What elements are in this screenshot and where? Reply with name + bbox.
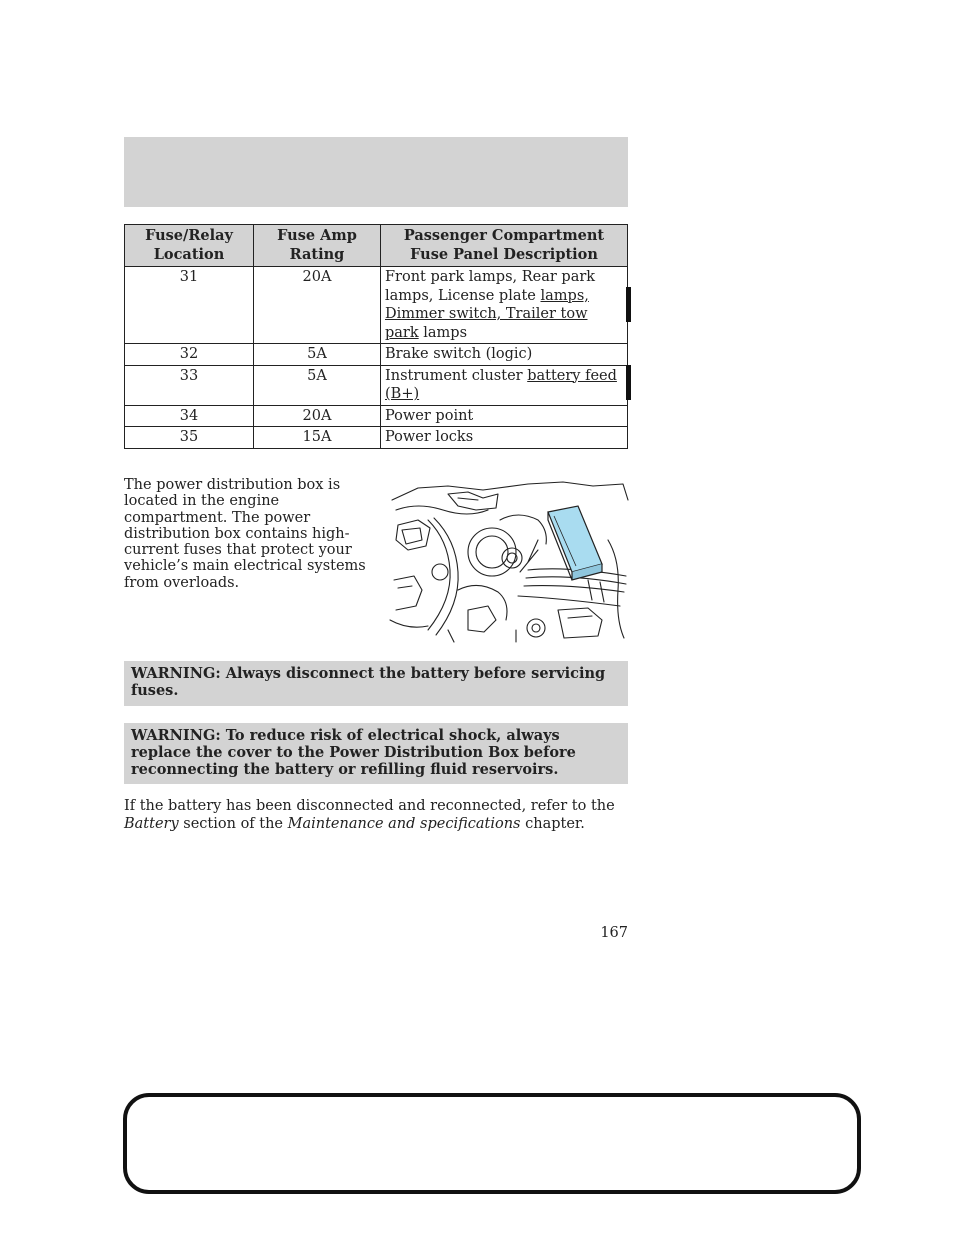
cell-description xyxy=(381,427,628,449)
desc-revised-text: lamps, Dimmer switch, Trailer tow park xyxy=(385,287,589,341)
revision-bar xyxy=(626,287,631,322)
warning-box-battery: WARNING: Always disconnect the battery before servicing fuses. xyxy=(124,661,628,706)
desc-text: Brake switch (logic) xyxy=(385,346,533,362)
warning-box-shock: WARNING: To reduce risk of electrical shock, always replace the cover to the Power Distribution Box before reconnecting the battery or refilling fluid reservoirs. xyxy=(124,723,628,784)
cell-description xyxy=(381,365,628,405)
cell-rating: 20A xyxy=(254,267,381,344)
revision-bar xyxy=(626,365,631,400)
desc-tail-text: lamps xyxy=(418,324,468,341)
page-number: 167 xyxy=(600,925,628,941)
desc-text: Instrument cluster xyxy=(385,367,528,384)
intro-paragraph: The power distribution box is located in the engine compartment. The power distribution box contains high-current fuses that protect your vehicle’s main electrical systems from overloads. xyxy=(124,477,366,591)
cell-location: 35 xyxy=(125,427,254,449)
table-header-row xyxy=(125,225,628,267)
header-band xyxy=(124,137,628,207)
cell-location: 31 xyxy=(125,267,254,344)
cell-location: 34 xyxy=(125,405,254,427)
note-text: chapter. xyxy=(520,815,585,832)
cell-description xyxy=(381,344,628,366)
table-row xyxy=(125,427,628,449)
desc-revised-text: battery feed (B+) xyxy=(385,367,617,402)
cell-description xyxy=(381,267,628,344)
desc-text: Power locks xyxy=(385,429,474,445)
desc-text: Front park lamps, Rear park lamps, License plate xyxy=(385,269,596,304)
battery-section-ref: Battery xyxy=(124,815,179,832)
cell-rating: 20A xyxy=(254,405,381,427)
cell-rating: 15A xyxy=(254,427,381,449)
note-text: section of the xyxy=(178,815,288,832)
cell-location: 32 xyxy=(125,344,254,366)
table-row xyxy=(125,405,628,427)
table-row xyxy=(125,365,628,405)
cell-location: 33 xyxy=(125,365,254,405)
cell-rating: 5A xyxy=(254,344,381,366)
cell-description xyxy=(381,405,628,427)
header-rating: Fuse Amp Rating xyxy=(254,225,381,267)
engine-compartment-illustration xyxy=(388,480,630,643)
battery-note xyxy=(124,798,644,833)
table-row xyxy=(125,267,628,344)
table-row xyxy=(125,344,628,366)
fuse-table xyxy=(124,224,628,449)
note-text: If the battery has been disconnected and reconnected, refer to the xyxy=(124,798,615,814)
footer-box xyxy=(123,1093,861,1194)
chapter-ref: Maintenance and specifications xyxy=(287,815,521,832)
desc-text: Power point xyxy=(385,407,474,424)
header-description: Passenger Compartment Fuse Panel Description xyxy=(381,225,628,267)
header-location: Fuse/Relay Location xyxy=(125,225,254,267)
cell-rating: 5A xyxy=(254,365,381,405)
